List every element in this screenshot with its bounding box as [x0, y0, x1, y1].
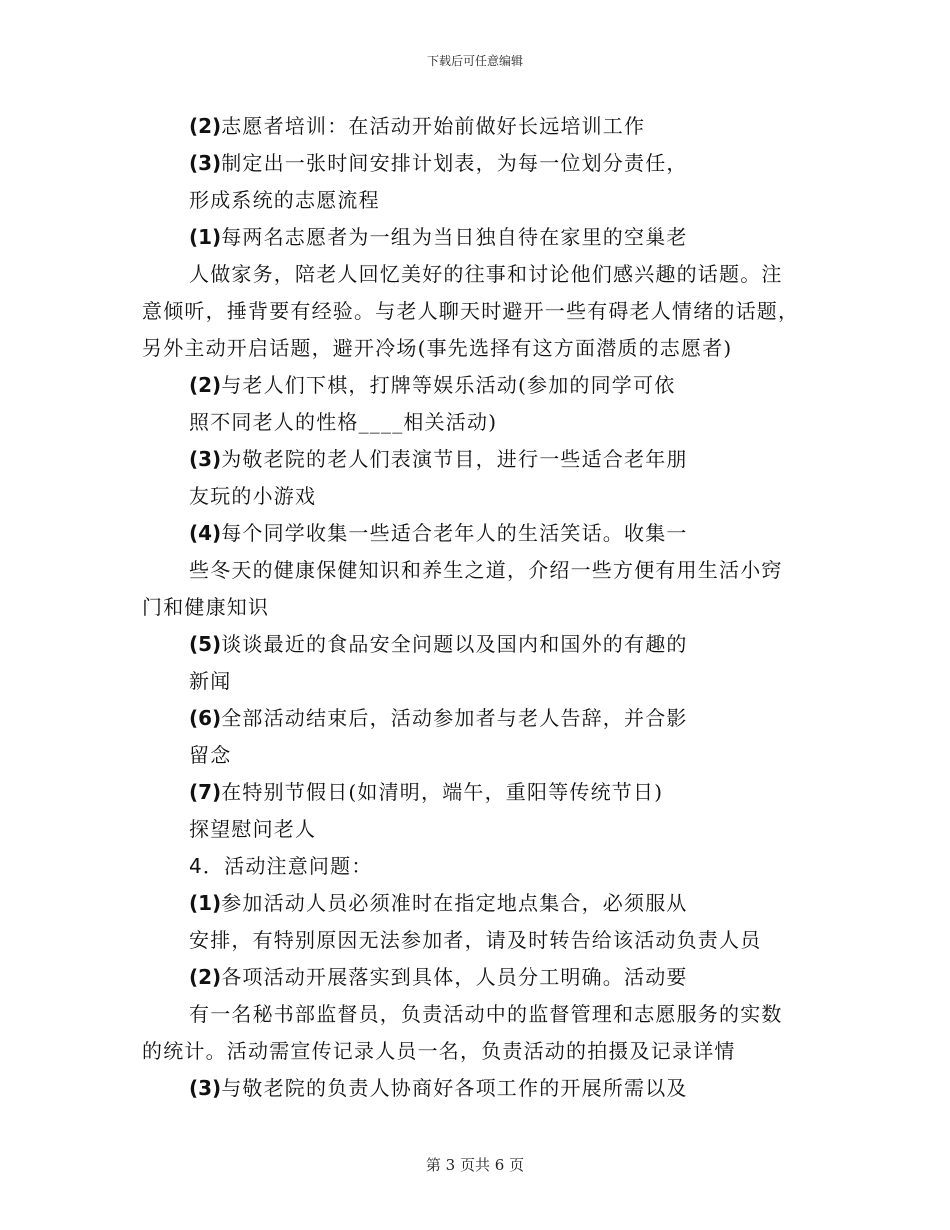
line-text: 人做家务，陪老人回忆美好的往事和讨论他们感兴趣的话题。注: [189, 262, 783, 286]
line-text: 在特别节假日(如清明，端午，重阳等传统节日): [221, 780, 664, 804]
body-line: [189, 1001, 783, 1027]
body-line: [189, 964, 688, 990]
list-number: (2): [189, 965, 222, 989]
line-text: 安排，有特别原因无法参加者，请及时转告给该活动负责人员: [189, 928, 762, 952]
list-number: (2): [189, 114, 222, 138]
line-text: 些冬天的健康保健知识和养生之道，介绍一些方便有用生活小窍: [189, 558, 783, 582]
line-text: 意倾听，捶背要有经验。与老人聊天时避开一些有碍老人情绪的话题，: [142, 299, 800, 323]
list-number: (7): [189, 780, 222, 804]
line-text: 谈谈最近的食品安全问题以及国内和国外的有趣的: [221, 632, 688, 656]
line-text: 为敬老院的老人们表演节目，进行一些适合老年朋: [221, 447, 688, 471]
line-text: 探望慰问老人: [189, 817, 317, 841]
list-number: (3): [189, 151, 222, 175]
line-text: 留念: [189, 743, 232, 767]
line-text: 形成系统的志愿流程: [189, 188, 380, 212]
body-line: [142, 335, 732, 361]
line-text: 有一名秘书部监督员，负责活动中的监督管理和志愿服务的实数: [189, 1002, 783, 1026]
line-text: 全部活动结束后，活动参加者与老人告辞，并合影: [221, 706, 688, 730]
list-number: (4): [189, 521, 222, 545]
line-text: 新闻: [189, 669, 232, 693]
body-line: [189, 520, 688, 546]
body-line: [189, 890, 688, 916]
line-text: 参加活动人员必须准时在指定地点集合，必须服从: [221, 891, 688, 915]
body-line: [189, 150, 688, 176]
line-text: 各项活动开展落实到具体，人员分工明确。活动要: [221, 965, 688, 989]
list-number: (5): [189, 632, 222, 656]
body-line: [142, 298, 799, 324]
body-line: [189, 187, 380, 213]
line-text: 4．活动注意问题：: [189, 854, 373, 878]
section-heading: [189, 853, 373, 879]
line-text: 友玩的小游戏: [189, 484, 317, 508]
list-number: (1): [189, 891, 222, 915]
list-number: (3): [189, 447, 222, 471]
line-text: 的统计。活动需宣传记录人员一名，负责活动的拍摄及记录详情: [142, 1039, 736, 1063]
body-line: [189, 927, 761, 953]
line-text: 另外主动开启话题，避开冷场(事先选择有这方面潜质的志愿者): [142, 336, 733, 360]
body-line: [189, 779, 663, 805]
line-text: 志愿者培训：在活动开始前做好长远培训工作: [221, 114, 646, 138]
body-line: [189, 705, 688, 731]
body-line: [189, 372, 675, 398]
body-line: [189, 409, 497, 435]
body-line: [189, 446, 688, 472]
body-line: [189, 261, 783, 287]
list-number: (3): [189, 1076, 222, 1100]
line-text: 与老人们下棋，打牌等娱乐活动(参加的同学可依: [221, 373, 676, 397]
body-line: [189, 1075, 688, 1101]
page-footer: 第 3 页共 6 页: [425, 1156, 525, 1174]
body-line: [189, 557, 783, 583]
list-number: (6): [189, 706, 222, 730]
body-line: [189, 631, 688, 657]
list-number: (1): [189, 225, 222, 249]
line-text: 照不同老人的性格____相关活动): [189, 410, 498, 434]
line-text: 与敬老院的负责人协商好各项工作的开展所需以及: [221, 1076, 688, 1100]
line-text: 门和健康知识: [142, 595, 270, 619]
line-text: 每两名志愿者为一组为当日独自待在家里的空巢老: [221, 225, 688, 249]
page-header: 下载后可任意编辑: [426, 54, 523, 68]
body-line: [189, 816, 316, 842]
body-line: [189, 483, 316, 509]
body-line: [189, 668, 231, 694]
body-line: [142, 594, 269, 620]
line-text: 制定出一张时间安排计划表，为每一位划分责任，: [221, 151, 688, 175]
line-text: 每个同学收集一些适合老年人的生活笑话。收集一: [221, 521, 688, 545]
list-number: (2): [189, 373, 222, 397]
body-line: [142, 1038, 736, 1064]
body-line: [189, 742, 231, 768]
body-line: [189, 113, 645, 139]
body-line: [189, 224, 688, 250]
